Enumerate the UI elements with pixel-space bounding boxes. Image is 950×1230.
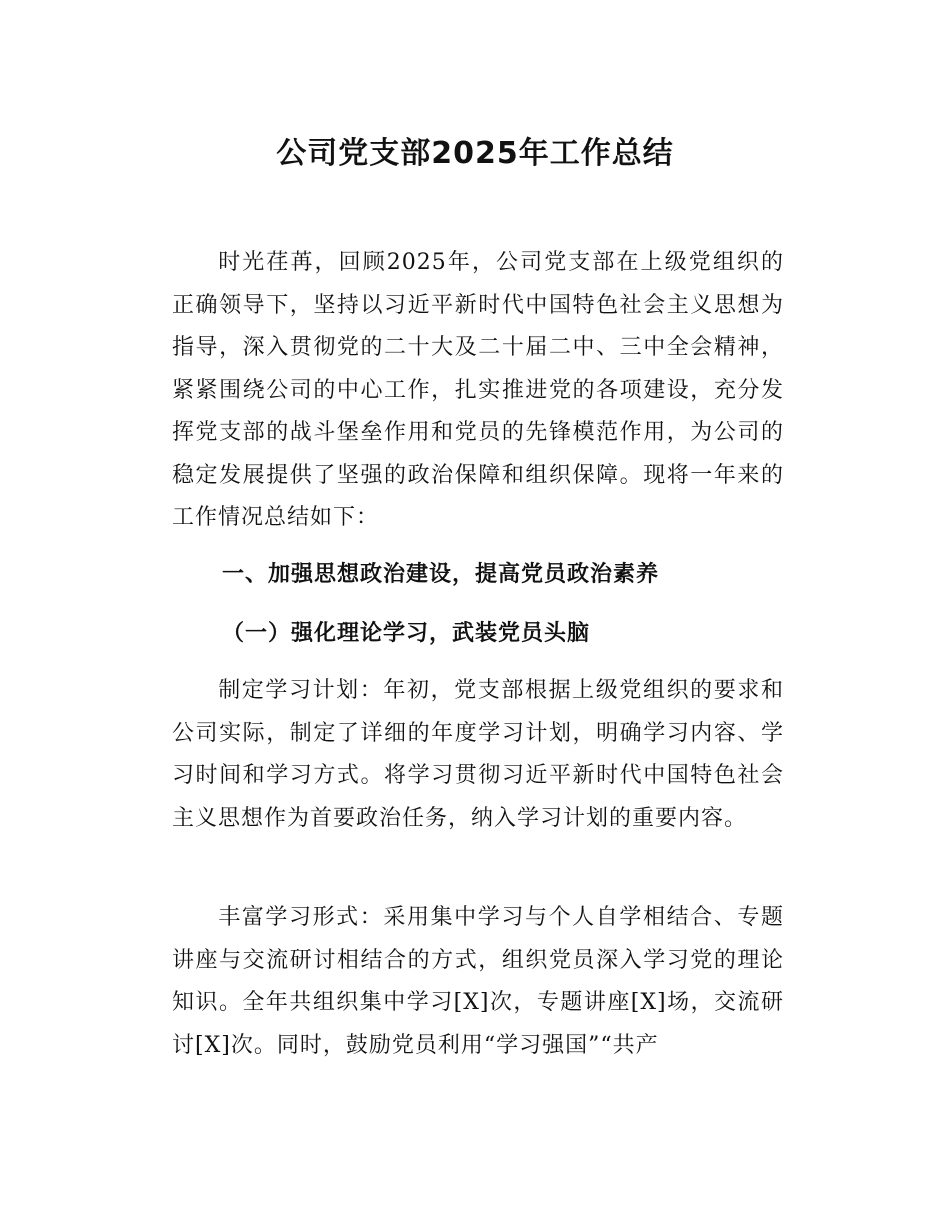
document-title: 公司党支部2025年工作总结 bbox=[276, 136, 674, 172]
subsection-heading: （一）强化理论学习，武装党员头脑 bbox=[222, 620, 591, 646]
body-paragraph: 丰富学习形式：采用集中学习与个人自学相结合、专题讲座与交流研讨相结合的方式，组织党员深入学习党的理论知识。全年共组织集中学习[X]次，专题讲座[X]场，交流研讨[X]次。同时，鼓励党员利用“学习强国”“共产 bbox=[172, 905, 784, 1058]
section-heading: 一、加强思想政治建设，提高党员政治素养 bbox=[222, 562, 660, 587]
body-paragraph: 制定学习计划：年初，党支部根据上级党组织的要求和公司实际，制定了详细的年度学习计划，明确学习内容、学习时间和学习方式。将学习贯彻习近平新时代中国特色社会主义思想作为首要政治任务，纳入学习计划的重要内容。 bbox=[172, 678, 784, 831]
intro-paragraph: 时光荏苒，回顾2025年，公司党支部在上级党组织的正确领导下，坚持以习近平新时代中国特色社会主义思想为指导，深入贯彻党的二十大及二十届二中、三中全会精神，紧紧围绕公司的中心工作，扎实推进党的各项建设，充分发挥党支部的战斗堡垒作用和党员的先锋模范作用，为公司的稳定发展提供了坚强的政治保障和组织保障。现将一年来的工作情况总结如下： bbox=[172, 250, 784, 530]
